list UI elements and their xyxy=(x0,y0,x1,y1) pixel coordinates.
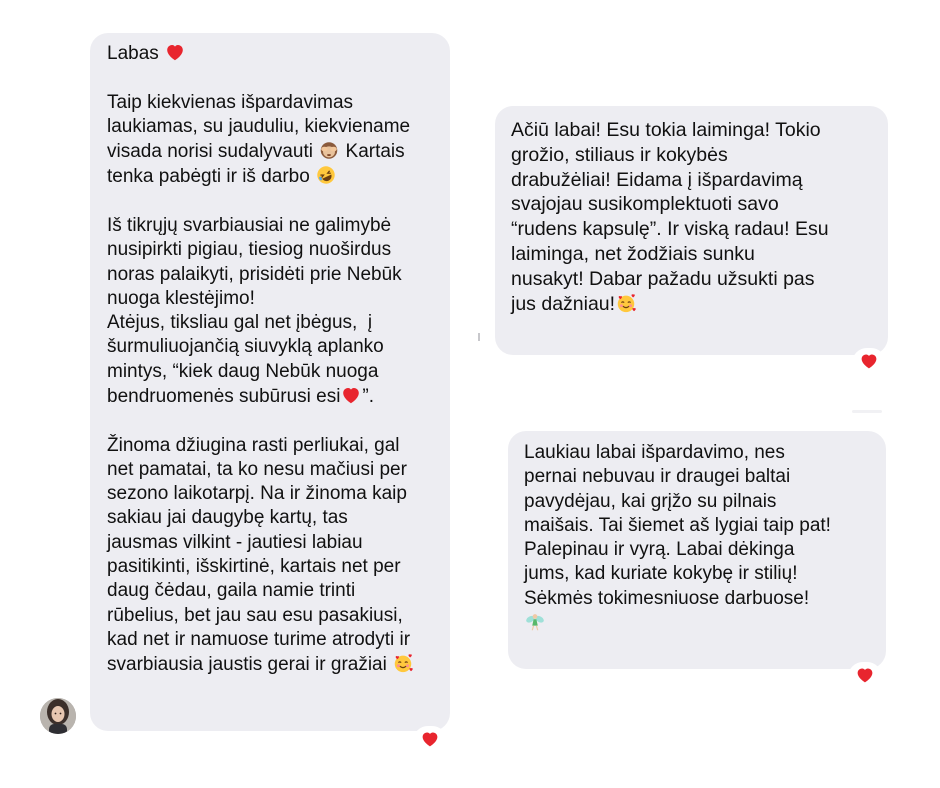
message-line: pernai nebuvau ir draugei baltai xyxy=(524,466,791,488)
message-line: pavydėjau, kai grįžo su pilnais xyxy=(524,490,777,512)
message-line: tenka pabėgti ir iš darbo xyxy=(107,164,440,189)
message-line: maišais. Tai šiemet aš lygiai taip pat! xyxy=(524,514,831,536)
message-line: Žinoma džiugina rasti perliukai, gal xyxy=(107,434,400,456)
reaction-heart[interactable] xyxy=(413,726,447,756)
heart-icon xyxy=(859,352,879,375)
message-line: “rudens kapsulę”. Ir viską radau! Esu xyxy=(511,218,829,241)
message-line: grožio, stiliaus ir kokybės xyxy=(511,143,728,166)
divider-mark xyxy=(478,333,480,341)
rofl-face-icon xyxy=(315,164,337,186)
message-line: mintys, “kiek daug Nebūk nuoga xyxy=(107,360,379,382)
message-line: kad net ir namuose turime atrodyti ir xyxy=(107,628,411,650)
message-line: jausmas vilkint - jautiesi labiau xyxy=(107,531,363,553)
message-line: laiminga, net žodžiais sunku xyxy=(511,242,755,265)
avatar[interactable] xyxy=(40,698,76,734)
separator xyxy=(852,410,882,413)
message-line: sakiau jai daugybę kartų, tas xyxy=(107,507,348,529)
message-line: noras palaikyti, prisidėti prie Nebūk xyxy=(107,263,402,285)
message-line: jums, kad kuriate kokybę ir stilių! xyxy=(524,563,798,585)
message-line: Atėjus, tiksliau gal net įbėgus, į xyxy=(107,312,373,334)
message-line: sezono laikotarpį. Na ir žinoma kaip xyxy=(107,483,407,505)
message-line: Taip kiekvienas išpardavimas xyxy=(107,91,354,113)
message-bubble-outgoing[interactable] xyxy=(508,431,886,669)
message-line: Palepinau ir vyrą. Labai dėkinga xyxy=(524,539,795,561)
message-line: šurmuliuojančią siuvyklą aplanko xyxy=(107,336,384,358)
message-line: laukiamas, su jauduliu, kiekviename xyxy=(107,115,411,137)
message-line: Labas xyxy=(107,41,440,66)
fairy-icon xyxy=(524,611,546,633)
message-line xyxy=(524,611,876,636)
heart-emoji-icon xyxy=(164,41,186,63)
message-line: bendruomenės subūrusi esi ”. xyxy=(107,386,375,408)
message-line: jus dažniau! xyxy=(511,292,874,317)
message-line: nuoga klestėjimo! xyxy=(107,287,255,309)
message-bubble-outgoing[interactable] xyxy=(495,106,888,355)
heart-icon xyxy=(855,666,875,689)
message-bubble-incoming[interactable] xyxy=(90,33,450,731)
message-line: Sėkmės tokimesniuose darbuose! xyxy=(524,587,810,609)
message-line: Laukiau labai išpardavimo, nes xyxy=(524,442,785,463)
see-no-evil-monkey-icon xyxy=(318,139,340,161)
message-line: nusipirkti pigiau, tiesiog nuoširdus xyxy=(107,239,392,261)
smiling-face-with-hearts-icon xyxy=(615,292,637,314)
reaction-heart[interactable] xyxy=(852,348,886,378)
message-line: Iš tikrųjų svarbiausiai ne galimybė xyxy=(107,214,392,236)
message-line: net pamatai, ta ko nesu mačiusi per xyxy=(107,458,407,480)
message-line: drabužėliai! Eidama į išpardavimą xyxy=(511,168,803,191)
message-line: rūbelius, bet jau sau esu pasakiusi, xyxy=(107,604,403,626)
message-line: visada norisi sudalyvauti Kartais xyxy=(107,141,405,163)
heart-icon xyxy=(420,730,440,753)
message-line: nusakyt! Dabar pažadu užsukti pas xyxy=(511,267,815,290)
reaction-heart[interactable] xyxy=(848,662,882,692)
message-line xyxy=(107,66,440,90)
heart-emoji-icon xyxy=(340,384,362,406)
smiling-face-with-hearts-icon xyxy=(392,652,414,674)
message-line xyxy=(107,409,440,433)
message-line xyxy=(107,190,440,214)
message-line: daug čėdau, gaila namie trinti xyxy=(107,580,356,602)
message-line: svajojau susikomplektuoti savo xyxy=(511,193,779,216)
message-line: Ačiū labai! Esu tokia laiminga! Tokio xyxy=(511,119,821,141)
message-line: pasitikinti, išskirtinė, kartais net per xyxy=(107,556,401,578)
message-line: svarbiausia jaustis gerai ir gražiai xyxy=(107,652,440,677)
